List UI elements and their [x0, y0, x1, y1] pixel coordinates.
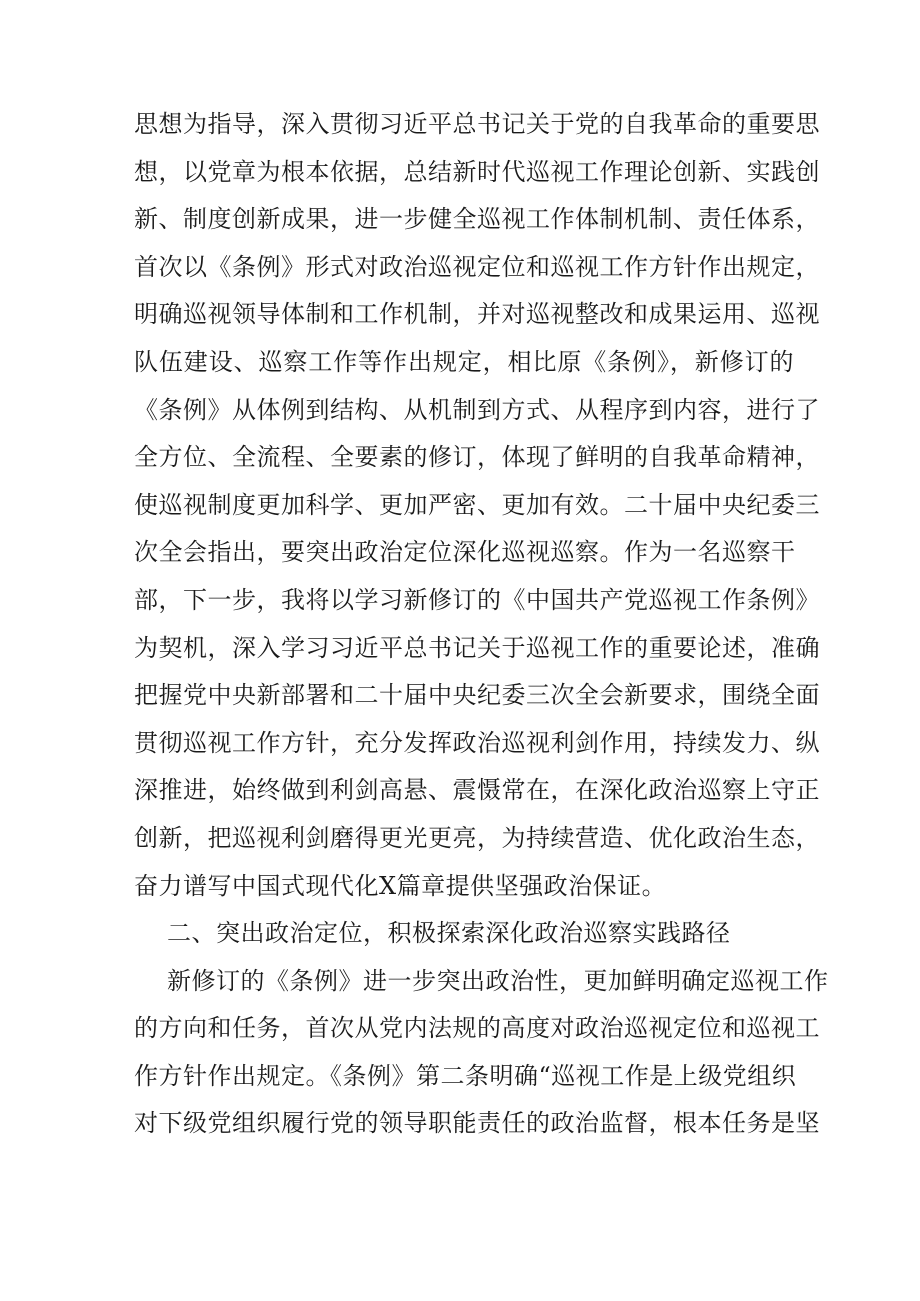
text-line: 明确巡视领导体制和工作机制，并对巡视整改和成果运用、巡视 — [134, 300, 820, 329]
paragraph-first-line: 新修订的《条例》进一步突出政治性，更加鲜明确定巡视工作 — [167, 966, 829, 995]
text-line: 思想为指导，深入贯彻习近平总书记关于党的自我革命的重要思 — [134, 110, 820, 138]
text-line: 新、制度创新成果，进一步健全巡视工作体制机制、责任体系， — [134, 205, 820, 234]
text-line: 作方针作出规定。《条例》第二条明确“巡视工作是上级党组织 — [134, 1061, 797, 1090]
text-line: 使巡视制度更加科学、更加严密、更加有效。二十届中央纪委三 — [134, 490, 820, 519]
text-line: 把握党中央新部署和二十届中央纪委三次全会新要求，围绕全面 — [134, 681, 820, 710]
text-line: 《条例》从体例到结构、从机制到方式、从程序到内容，进行了 — [134, 395, 820, 424]
text-line: 贯彻巡视工作方针，充分发挥政治巡视利剑作用，持续发力、纵 — [134, 728, 820, 757]
text-line: 的方向和任务，首次从党内法规的高度对政治巡视定位和巡视工 — [134, 1014, 820, 1043]
text-line: 次全会指出，要突出政治定位深化巡视巡察。作为一名巡察干 — [134, 538, 796, 567]
text-line: 全方位、全流程、全要素的修订，体现了鲜明的自我革命精神， — [134, 443, 820, 472]
text-line: 首次以《条例》形式对政治巡视定位和巡视工作方针作出规定， — [134, 252, 820, 281]
text-line: 对下级党组织履行党的领导职能责任的政治监督，根本任务是坚 — [134, 1109, 820, 1138]
text-line: 为契机，深入学习习近平总书记关于巡视工作的重要论述，准确 — [134, 633, 820, 662]
section-heading: 二、突出政治定位，积极探索深化政治巡察实践路径 — [167, 919, 731, 948]
text-line: 部，下一步，我将以学习新修订的《中国共产党巡视工作条例》 — [134, 585, 820, 614]
text-line: 创新，把巡视利剑磨得更光更亮，为持续营造、优化政治生态， — [134, 823, 820, 852]
body-text — [134, 101, 829, 1148]
paragraph-end-line: 奋力谱写中国式现代化X篇章提供坚强政治保证。 — [134, 871, 667, 900]
text-line: 队伍建设、巡察工作等作出规定，相比原《条例》，新修订的 — [134, 347, 794, 376]
text-line: 深推进，始终做到利剑高悬、震慑常在，在深化政治巡察上守正 — [134, 776, 820, 805]
text-line: 想，以党章为根本依据，总结新时代巡视工作理论创新、实践创 — [134, 157, 820, 186]
